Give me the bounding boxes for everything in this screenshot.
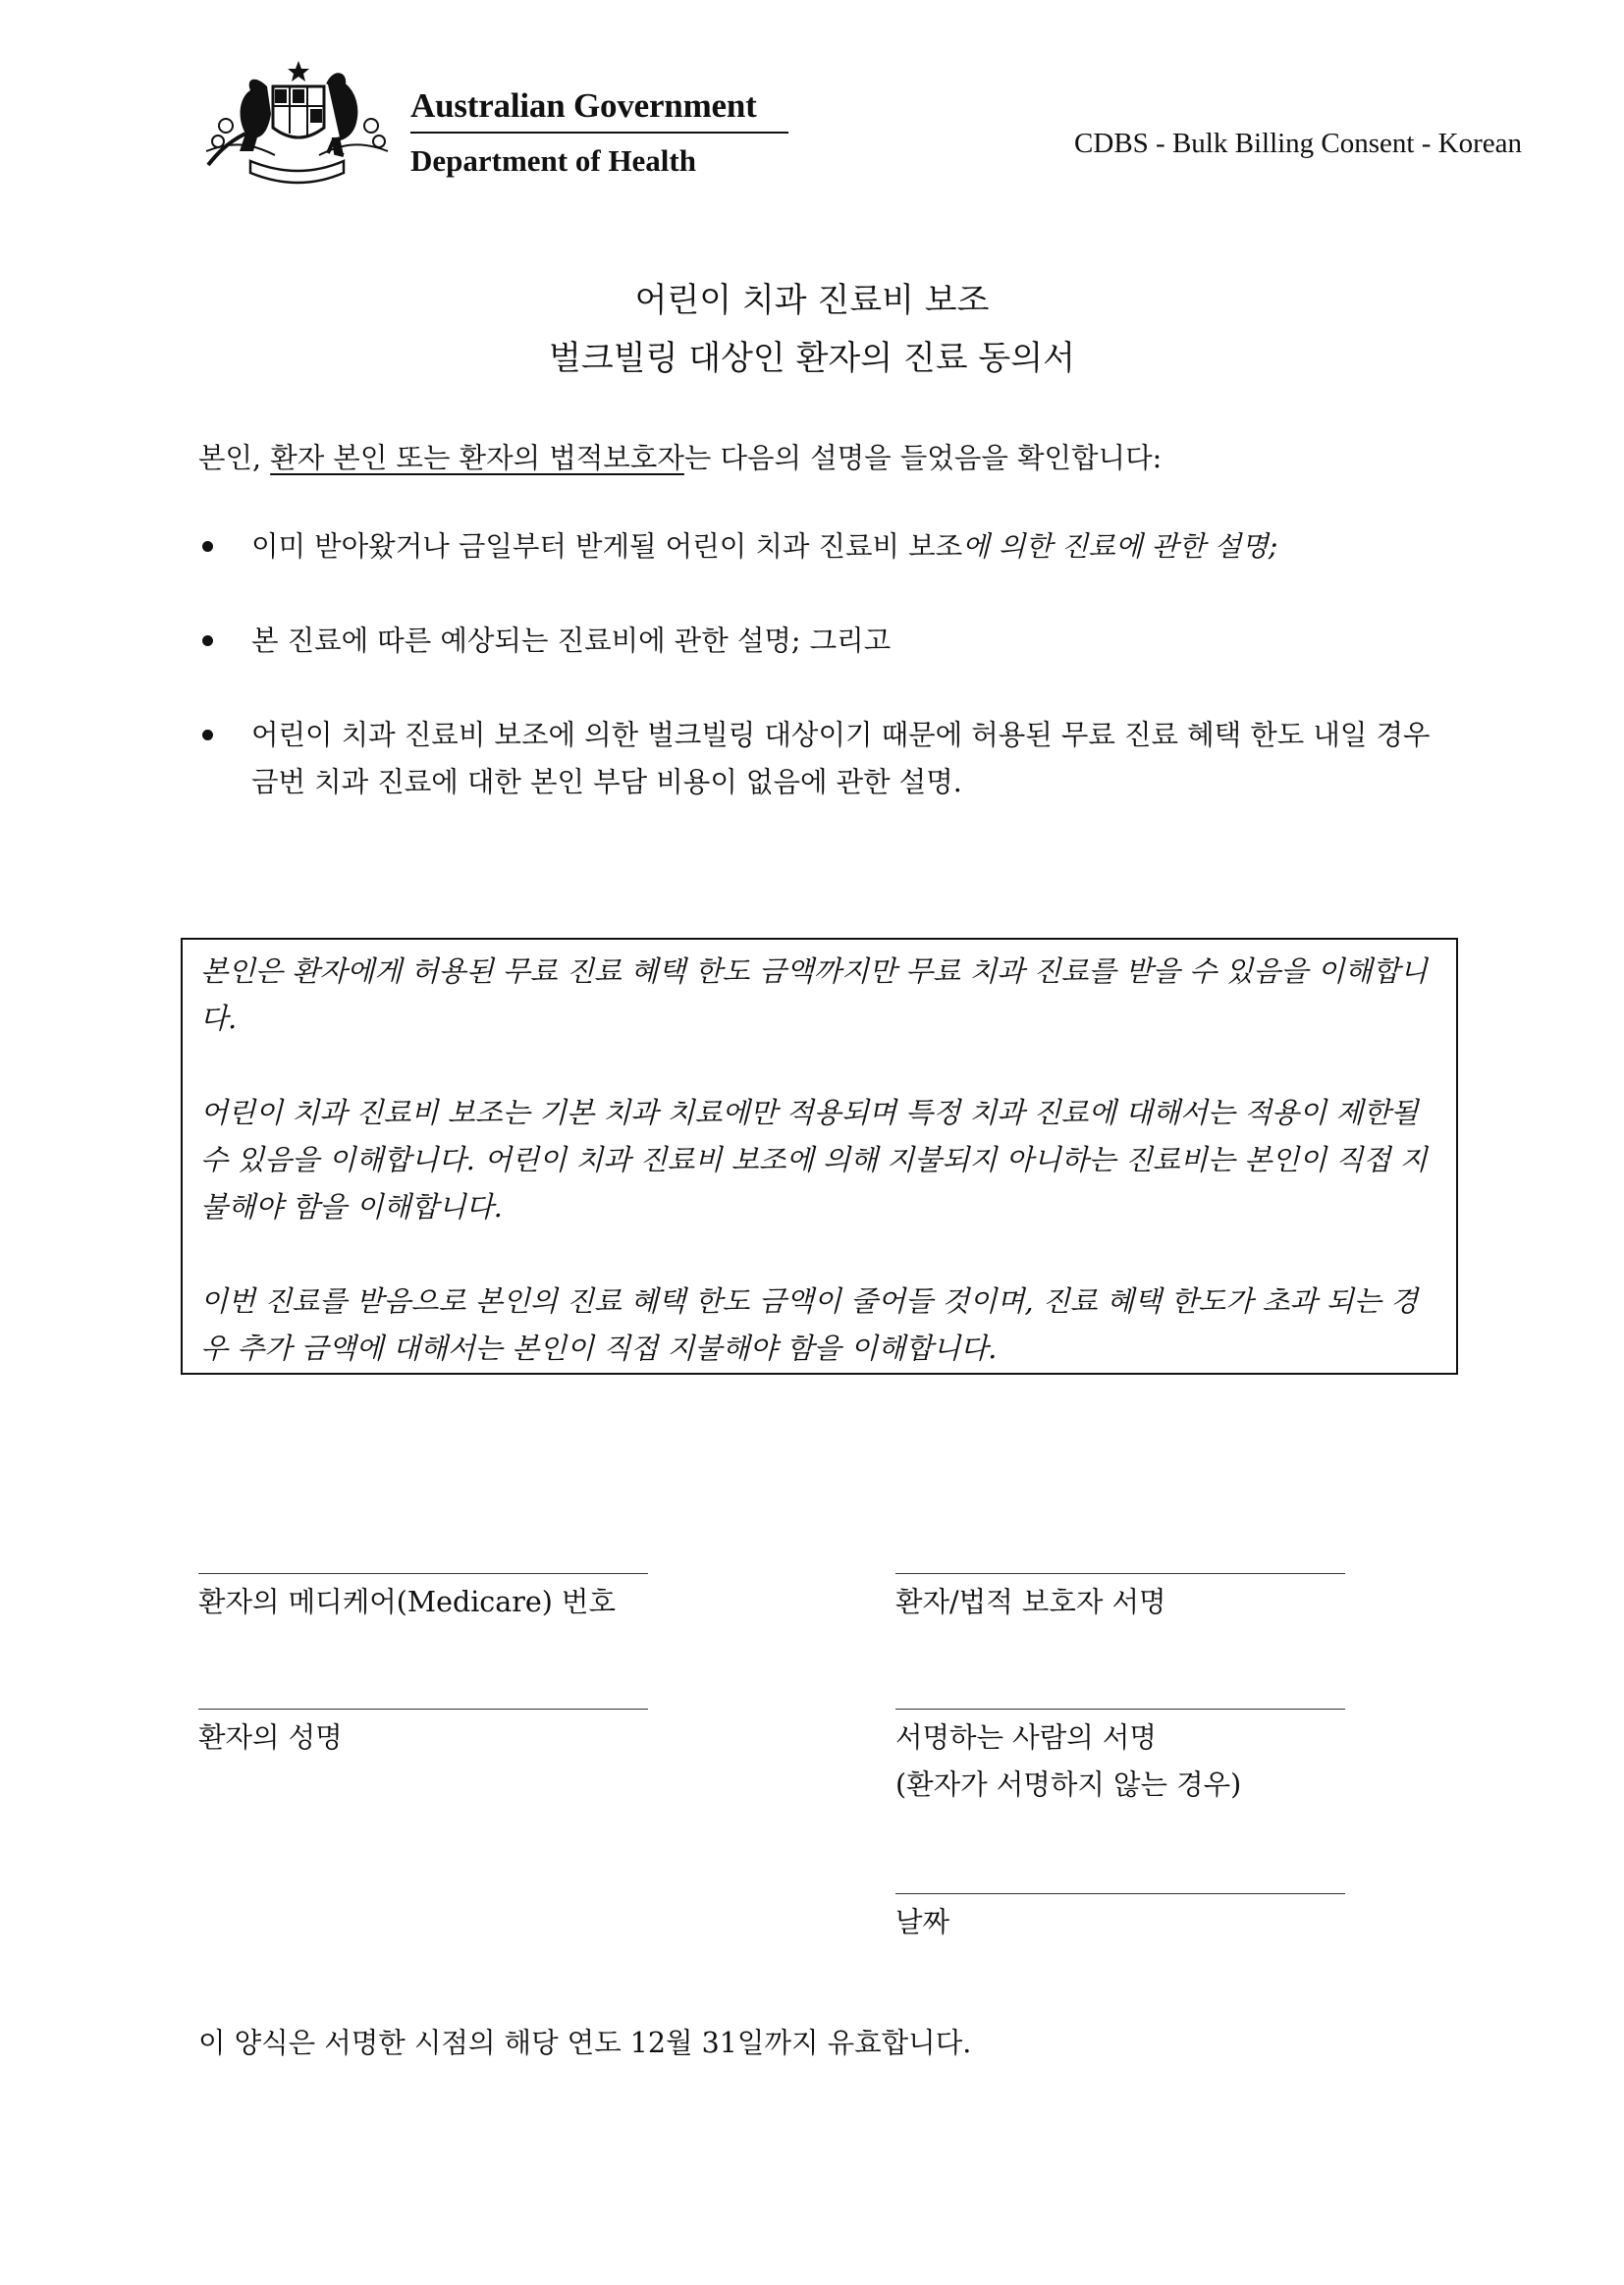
understanding-notice-box bbox=[181, 938, 1458, 1375]
intro-underlined: 환자 본인 또는 환자의 법적보호자 bbox=[270, 442, 684, 474]
government-branding bbox=[410, 86, 788, 179]
intro-statement bbox=[198, 435, 1435, 482]
page-subtitle: 벌크빌링 대상인 환자의 진료 동의서 bbox=[549, 339, 1075, 378]
intro-suffix: 는 다음의 설명을 들었음을 확인합니다: bbox=[683, 442, 1163, 474]
date-field[interactable] bbox=[895, 1893, 1345, 1894]
page-title: 어린이 치과 진료비 보조 bbox=[634, 281, 990, 320]
list-item bbox=[198, 618, 1435, 665]
patient-name-field[interactable] bbox=[198, 1709, 648, 1710]
notice-paragraph-1: 본인은 환자에게 허용된 무료 진료 혜택 한도 금액까지만 무료 치과 진료를 받을 수 있음을 이해합니다. bbox=[200, 954, 1428, 1035]
list-item-text: 이미 받아왔거나 금일부터 받게될 어린이 치과 진료비 보조 bbox=[251, 530, 963, 563]
date-label: 날짜 bbox=[895, 1906, 950, 1938]
form-code: CDBS - Bulk Billing Consent - Korean bbox=[1074, 128, 1522, 159]
notice-paragraph-2: 어린이 치과 진료비 보조는 기본 치과 치료에만 적용되며 특정 치과 진료에 대해서는 적용이 제한될 수 있음을 이해합니다. 어린이 치과 진료비 보조에 의해 지불되지 아니하는 진료비는 본인이 직접 지불해야 함을 이해합니다. bbox=[200, 1096, 1428, 1224]
medicare-number-label: 환자의 메디케어(Medicare) 번호 bbox=[198, 1586, 616, 1618]
intro-prefix: 본인, bbox=[198, 442, 271, 474]
notice-paragraph-3: 이번 진료를 받음으로 본인의 진료 혜택 한도 금액이 줄어들 것이며, 진료 혜택 한도가 초과 되는 경우 추가 금액에 대해서는 본인이 직접 지불해야 함을 이해합니다. bbox=[200, 1284, 1419, 1365]
patient-signature-field[interactable] bbox=[895, 1573, 1345, 1574]
validity-statement: 이 양식은 서명한 시점의 해당 연도 12월 31일까지 유효합니다. bbox=[198, 2027, 972, 2059]
bullet-icon bbox=[202, 635, 213, 646]
list-item-text: 본 진료에 따른 예상되는 진료비에 관한 설명; 그리고 bbox=[251, 625, 892, 657]
signer-signature-note: (환자가 서명하지 않는 경우) bbox=[895, 1768, 1242, 1801]
government-name: Australian Government bbox=[410, 86, 757, 125]
bullet-icon bbox=[202, 730, 213, 740]
list-item bbox=[198, 712, 1459, 806]
list-item bbox=[198, 523, 1430, 571]
medicare-number-field[interactable] bbox=[198, 1573, 648, 1574]
signer-signature-field[interactable] bbox=[895, 1709, 1345, 1710]
patient-name-label: 환자의 성명 bbox=[198, 1721, 343, 1754]
list-item-italic: 에 의한 진료에 관한 설명; bbox=[962, 530, 1278, 563]
header-divider bbox=[410, 132, 788, 134]
signer-signature-label: 서명하는 사람의 서명 bbox=[895, 1721, 1157, 1754]
patient-signature-label: 환자/법적 보호자 서명 bbox=[895, 1586, 1166, 1618]
acknowledgement-list bbox=[198, 523, 1435, 853]
bullet-icon bbox=[202, 541, 213, 552]
australian-coat-of-arms-icon bbox=[196, 57, 398, 187]
department-name: Department of Health bbox=[410, 143, 696, 178]
list-item-text: 어린이 치과 진료비 보조에 의한 벌크빌링 대상이기 때문에 허용된 무료 진료 혜택 한도 내일 경우 금번 치과 진료에 대한 본인 부담 비용이 없음에 관한 설명. bbox=[251, 719, 1431, 798]
